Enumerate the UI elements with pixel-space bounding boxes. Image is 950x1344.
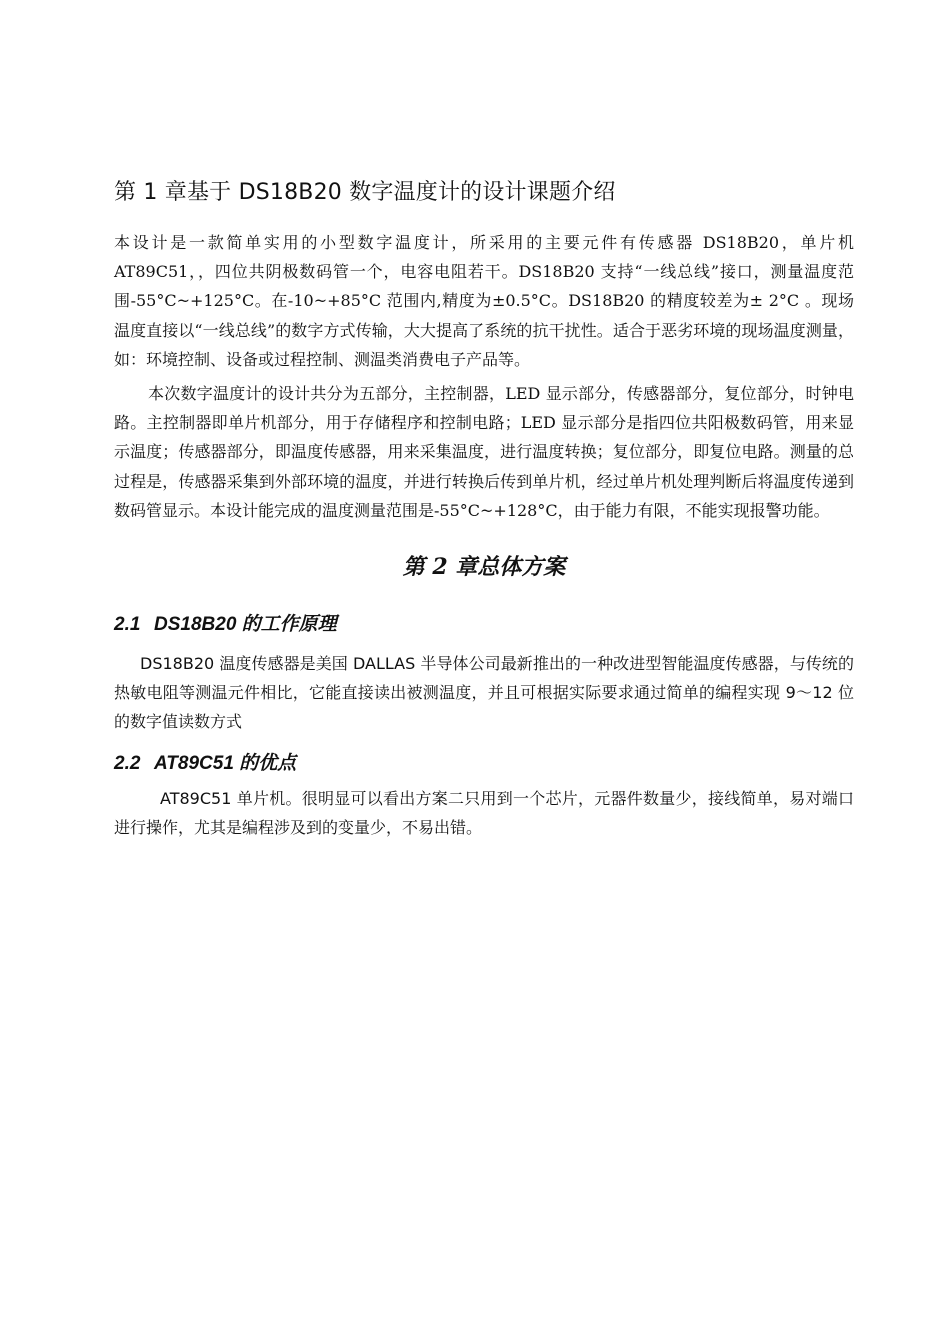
section-2-1-title: DS18B20 的工作原理: [154, 614, 337, 636]
section-2-1-heading: [114, 611, 854, 639]
chapter-2-title: 第 2 章总体方案: [402, 554, 566, 581]
section-2-2-number: 2.2: [114, 753, 141, 775]
section-2-2-paragraph: AT89C51 单片机。很明显可以看出方案二只用到一个芯片，元器件数量少，接线简单，易对端口进行操作，尤其是编程涉及到的变量少，不易出错。: [114, 789, 854, 838]
section-2-2-title: AT89C51 的优点: [154, 753, 297, 775]
chapter-1-paragraph-2: 本次数字温度计的设计共分为五部分，主控制器，LED 显示部分，传感器部分，复位部分，时钟电路。主控制器即单片机部分，用于存储程序和控制电路；LED 显示部分是指四位共阳极数码管，用来显示温度；传感器部分，即温度传感器，用来采集温度，进行温度转换；复位部分，即复位电路。测量的总过程是，传感器采集到外部环境的温度，并进行转换后传到单片机，经过单片机处理判断后将温度传递到数码管显示。本设计能完成的温度测量范围是-55°C~+128°C，由于能力有限，不能实现报警功能。: [114, 384, 854, 520]
section-2-1-number: 2.1: [114, 614, 141, 636]
chapter-1-title: 第 1 章基于 DS18B20 数字温度计的设计课题介绍: [114, 180, 616, 205]
chapter-1-paragraph-1: 本设计是一款简单实用的小型数字温度计，所采用的主要元件有传感器 DS18B20，单片机 AT89C51，，四位共阴极数码管一个，电容电阻若干。DS18B20 支持“一线总线”接口，测量温度范围-55°C~+125°C。在-10~+85°C 范围内,精度为±0.5°C。DS18B20 的精度较差为± 2°C 。现场温度直接以“一线总线”的数字方式传输，大大提高了系统的抗干扰性。适合于恶劣环境的现场温度测量，如：环境控制、设备或过程控制、测温类消费电子产品等。: [114, 233, 854, 369]
section-2-1-paragraph: DS18B20 温度传感器是美国 DALLAS 半导体公司最新推出的一种改进型智能温度传感器，与传统的热敏电阻等测温元件相比，它能直接读出被测温度，并且可根据实际要求通过简单的编程实现 9～12 位的数字值读数方式: [114, 654, 854, 732]
document-content: [114, 176, 854, 842]
section-2-2-heading: [114, 750, 854, 778]
